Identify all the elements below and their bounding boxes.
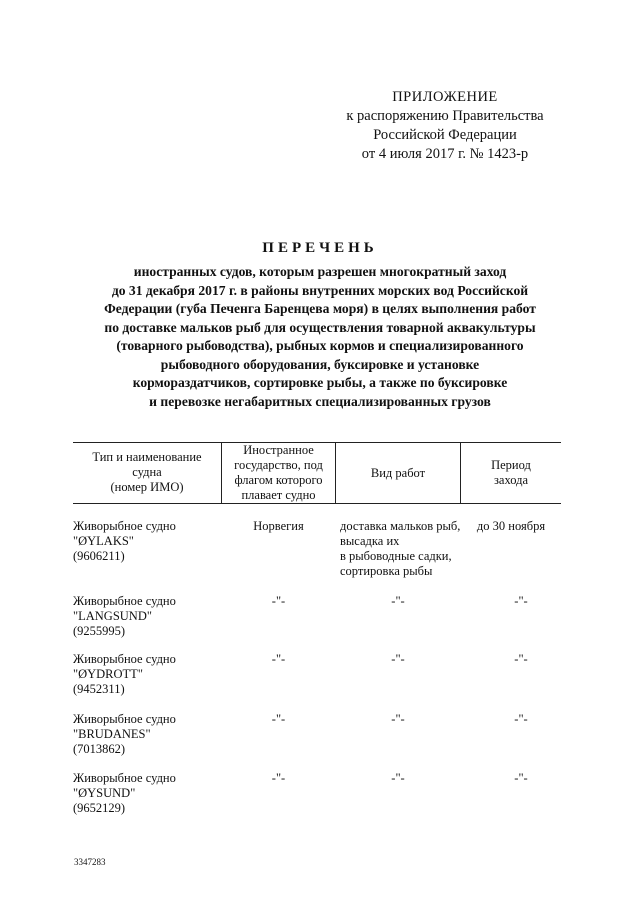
subheading-line: рыбоводного оборудования, буксировке и установке <box>160 356 480 372</box>
subheading-line: (товарного рыбоводства), рыбных кормов и специализированного <box>116 338 524 353</box>
column-header-period: Период захода <box>491 458 531 487</box>
table-row-period: -"- <box>514 712 528 726</box>
subheading-line: по доставке мальков рыб для осуществления товарной аквакультуры <box>104 319 536 335</box>
table-row-state: -"- <box>271 712 286 726</box>
table-row-period: до 30 ноября <box>476 519 546 533</box>
table-row-period: -"- <box>514 771 528 785</box>
subheading-line: иностранных судов, которым разрешен многократный заход <box>133 264 507 279</box>
subheading-line: до 31 декабря 2017 г. в районы внутренних морских вод Российской <box>111 282 529 298</box>
appendix-block <box>330 88 560 164</box>
appendix-line-3: от 4 июля 2017 г. № 1423-р <box>361 146 529 162</box>
column-header-vessel: Тип и наименование судна (номер ИМО) <box>92 450 202 494</box>
table-row-work: -"- <box>391 771 405 785</box>
appendix-line-2: Российской Федерации <box>373 127 517 143</box>
table-row-work: -"- <box>391 594 405 608</box>
table-row-state: -"- <box>271 652 286 666</box>
table-row-state: Норвегия <box>253 519 304 533</box>
table-row-period: -"- <box>514 594 528 608</box>
subheading-line: Федерации (губа Печенга Баренцева моря) в целях выполнения работ <box>104 301 536 316</box>
table-row-work: доставка мальков рыб, высадка их в рыбоводные садки, сортировка рыбы <box>340 519 461 578</box>
column-header-work: Вид работ <box>370 466 426 480</box>
document-code: 3347283 <box>74 857 106 867</box>
column-header-state: Иностранное государство, под флагом которого плавает судно <box>234 443 323 502</box>
table-row-vessel: Живорыбное судно "ØYSUND" (9652129) <box>73 771 176 815</box>
document-heading: ПЕРЕЧЕНЬ <box>262 240 378 256</box>
subheading-line: и перевозке негабаритных специализированных грузов <box>149 393 491 409</box>
table-row-vessel: Живорыбное судно "ØYDROTT" (9452311) <box>73 652 176 696</box>
table-row-vessel: Живорыбное судно "ØYLAKS" (9606211) <box>73 519 176 563</box>
document-subheading <box>70 263 570 411</box>
table-row-state: -"- <box>271 594 286 608</box>
appendix-title: ПРИЛОЖЕНИЕ <box>392 89 498 105</box>
table-row-vessel: Живорыбное судно "BRUDANES" (7013862) <box>73 712 176 756</box>
table-row-period: -"- <box>514 652 528 666</box>
table-row-work: -"- <box>391 712 405 726</box>
table-row-work: -"- <box>391 652 405 666</box>
table-header-bottom-rule <box>73 503 561 504</box>
appendix-line-1: к распоряжению Правительства <box>346 108 544 124</box>
table-row-state: -"- <box>271 771 286 785</box>
subheading-line: кормораздатчиков, сортировке рыбы, а также по буксировке <box>132 375 508 390</box>
table-row-vessel: Живорыбное судно "LANGSUND" (9255995) <box>73 594 176 638</box>
